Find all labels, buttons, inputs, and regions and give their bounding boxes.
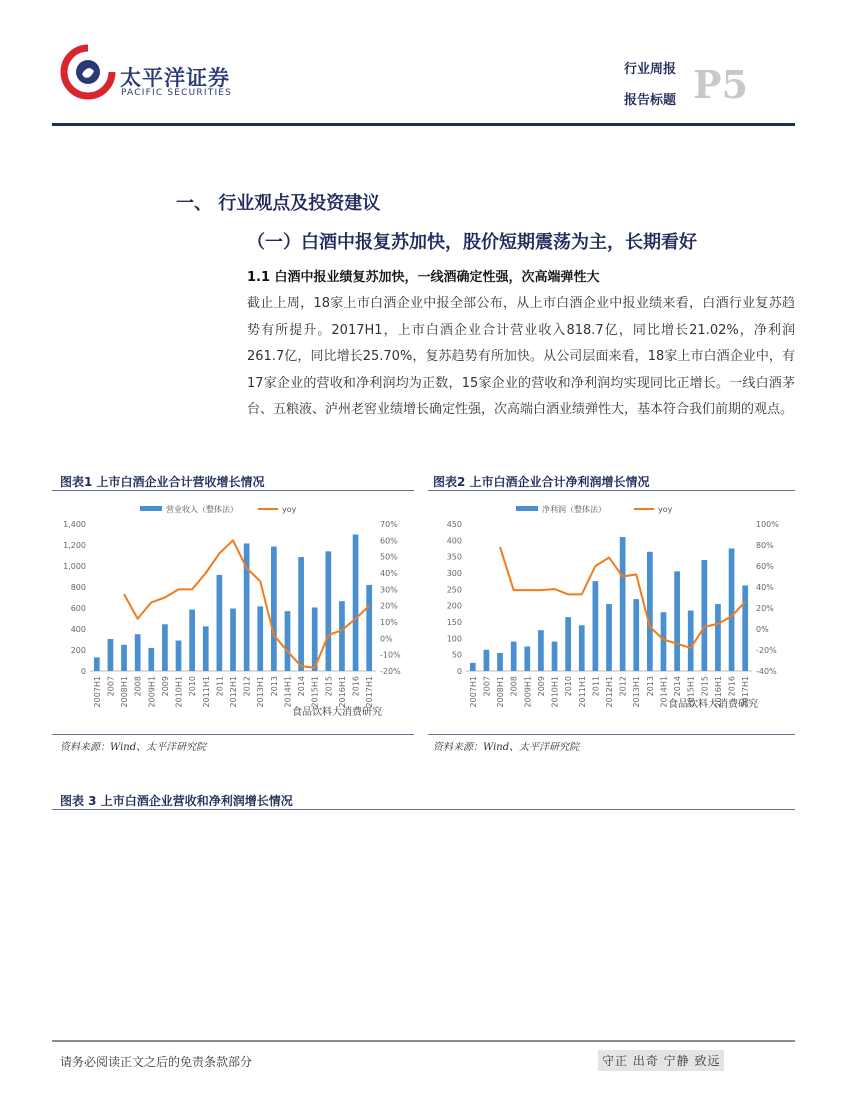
bar	[524, 647, 530, 672]
section-heading-1: 一、 行业观点及投资建议	[176, 193, 381, 214]
bar	[325, 551, 331, 671]
footer-motto: 守正 出奇 宁静 致远	[598, 1050, 724, 1071]
bar	[579, 625, 585, 671]
figure1-caption-rule	[52, 490, 414, 491]
bar	[674, 571, 680, 671]
x-axis-tick: 2015H1	[310, 676, 320, 708]
footer-rule	[52, 1040, 795, 1042]
x-axis-tick: 2017H1	[741, 676, 751, 708]
bar	[620, 537, 626, 671]
x-axis-tick: 2010	[564, 676, 574, 697]
x-axis-tick: 2011H1	[577, 676, 587, 708]
bar	[470, 663, 476, 671]
left-axis-tick: 350	[446, 552, 462, 562]
right-axis-tick: 40%	[380, 569, 398, 578]
left-axis-tick: 200	[446, 601, 462, 611]
x-axis-tick: 2017H1	[365, 676, 375, 708]
left-axis-tick: 300	[446, 569, 462, 578]
bar	[661, 612, 667, 671]
bar	[176, 641, 182, 671]
section-heading-2: （一）白酒中报复苏加快，股价短期震荡为主，长期看好	[247, 232, 697, 253]
x-axis-tick: 2016H1	[337, 676, 347, 708]
legend-bar-swatch	[140, 506, 162, 511]
x-axis-tick: 2008H1	[496, 676, 506, 708]
report-type: 行业周报	[624, 62, 677, 77]
bar	[148, 648, 154, 671]
right-axis-tick: -10%	[380, 650, 401, 660]
x-axis-tick: 2012	[618, 676, 628, 697]
x-axis-tick: 2012	[242, 676, 252, 697]
x-axis-tick: 2013H1	[256, 676, 266, 708]
bar	[497, 653, 503, 671]
bar	[511, 642, 517, 671]
x-axis-tick: 2016	[351, 676, 361, 697]
x-axis-tick: 2014	[673, 676, 683, 697]
right-axis-tick: 60%	[756, 562, 774, 571]
x-axis-tick: 2008	[509, 676, 519, 697]
right-axis-tick: 20%	[380, 601, 398, 611]
legend-line-label: yoy	[282, 505, 297, 514]
left-axis-tick: 50	[451, 650, 462, 660]
x-axis-tick: 2007	[482, 676, 492, 697]
left-axis-tick: 400	[70, 625, 86, 634]
x-axis-tick: 2013	[645, 676, 655, 697]
bar	[339, 601, 345, 671]
report-title: 报告标题	[624, 93, 677, 108]
x-axis-tick: 2007	[106, 676, 116, 697]
header-rule	[52, 123, 795, 126]
bar	[688, 611, 694, 671]
right-axis-tick: -40%	[756, 667, 777, 676]
figure2-watermark: 食品饮料大消费研究	[668, 699, 758, 710]
bar	[257, 606, 263, 671]
x-axis-tick: 2012H1	[229, 676, 238, 708]
bar	[189, 610, 195, 671]
x-axis-tick: 2010H1	[174, 676, 184, 708]
bar	[217, 575, 223, 671]
left-axis-tick: 0	[80, 667, 86, 676]
bar	[108, 639, 114, 671]
right-axis-tick: 80%	[756, 541, 774, 550]
figure2-bottom-rule	[428, 734, 795, 735]
figure2-caption-rule	[428, 490, 795, 491]
net-profit-growth-chart	[428, 494, 790, 719]
x-axis-tick: 2014H1	[659, 676, 669, 708]
figure2-caption: 图表2 上市白酒企业合计净利润增长情况	[433, 475, 650, 489]
x-axis-tick: 2007H1	[92, 676, 102, 708]
bar	[565, 617, 571, 671]
x-axis-tick: 2015	[324, 676, 334, 697]
x-axis-tick: 2015H1	[686, 676, 696, 708]
figure3-caption-rule	[52, 809, 795, 810]
bar	[162, 624, 168, 671]
left-axis-tick: 1,400	[63, 520, 86, 529]
bar	[729, 549, 735, 672]
x-axis-tick: 2007H1	[468, 676, 478, 708]
x-axis-tick: 2013	[269, 676, 279, 697]
legend-bar-label: 净利润（整体法）	[542, 505, 606, 514]
bar	[121, 645, 127, 671]
bar	[203, 626, 209, 671]
bar	[633, 599, 639, 671]
x-axis-tick: 2013H1	[632, 676, 642, 708]
bar	[701, 560, 707, 671]
right-axis-tick: 60%	[380, 536, 398, 546]
brand-name-en: PACIFIC SECURITIES	[121, 88, 233, 98]
x-axis-tick: 2010	[188, 676, 198, 697]
right-axis-tick: 50%	[380, 552, 398, 562]
right-axis-tick: 0%	[380, 634, 393, 644]
x-axis-tick: 2011H1	[201, 676, 211, 708]
bar	[606, 604, 612, 671]
footer-disclaimer: 请务必阅读正文之后的免责条款部分	[60, 1055, 253, 1069]
x-axis-tick: 2011	[215, 676, 225, 697]
x-axis-tick: 2010H1	[550, 676, 560, 708]
x-axis-tick: 2008	[133, 676, 143, 697]
right-axis-tick: 40%	[756, 583, 774, 592]
figure3-caption: 图表 3 上市白酒企业营收和净利润增长情况	[60, 794, 293, 808]
right-axis-tick: 70%	[380, 520, 398, 529]
revenue-growth-chart	[52, 494, 414, 719]
x-axis-tick: 2009	[160, 676, 170, 697]
bar	[366, 585, 372, 671]
bar	[94, 657, 100, 671]
bar	[552, 642, 558, 671]
legend-bar-label: 营业收入（整体法）	[166, 505, 238, 514]
legend-bar-swatch	[516, 506, 538, 511]
bar	[271, 547, 277, 671]
figure1-source: 资料来源：Wind、太平洋研究院	[60, 742, 207, 753]
bar	[285, 611, 291, 671]
x-axis-tick: 2009H1	[147, 676, 157, 708]
x-axis-tick: 2012H1	[605, 676, 614, 708]
figure1-caption: 图表1 上市白酒企业合计营收增长情况	[60, 475, 265, 489]
x-axis-tick: 2016H1	[713, 676, 723, 708]
bar	[484, 650, 490, 671]
left-axis-tick: 100	[446, 634, 462, 644]
legend-line-label: yoy	[658, 505, 673, 514]
bar	[353, 535, 359, 672]
left-axis-tick: 800	[70, 583, 86, 592]
bar	[715, 604, 721, 671]
right-axis-tick: -20%	[756, 646, 777, 655]
right-axis-tick: 0%	[756, 625, 769, 634]
x-axis-tick: 2009H1	[523, 676, 533, 708]
left-axis-tick: 1,200	[63, 541, 86, 550]
bar	[230, 609, 236, 671]
x-axis-tick: 2008H1	[120, 676, 130, 708]
bar	[742, 585, 748, 671]
left-axis-tick: 200	[70, 646, 86, 655]
right-axis-tick: 20%	[756, 604, 774, 613]
left-axis-tick: 150	[446, 618, 462, 627]
figure2-source: 资料来源：Wind、太平洋研究院	[433, 742, 580, 753]
bar	[647, 552, 653, 671]
right-axis-tick: 10%	[380, 618, 398, 627]
x-axis-tick: 2016	[727, 676, 737, 697]
x-axis-tick: 2014H1	[283, 676, 293, 708]
left-axis-tick: 1,000	[63, 562, 86, 571]
left-axis-tick: 250	[446, 585, 462, 595]
left-axis-tick: 450	[446, 520, 462, 529]
page-code: P5	[693, 62, 749, 107]
right-axis-tick: 30%	[380, 585, 398, 595]
bar	[135, 634, 141, 671]
brand-name-cn: 太平洋证券	[120, 66, 230, 90]
x-axis-tick: 2014	[297, 676, 307, 697]
section-heading-3: 1.1 白酒中报业绩复苏加快，一线酒确定性强，次高端弹性大	[247, 270, 600, 285]
left-axis-tick: 600	[70, 604, 86, 613]
figure1-watermark: 食品饮料大消费研究	[292, 707, 382, 718]
pacific-securities-logo	[60, 44, 116, 100]
left-axis-tick: 0	[456, 667, 462, 676]
figure1-bottom-rule	[52, 734, 414, 735]
x-axis-tick: 2011	[591, 676, 601, 697]
x-axis-tick: 2009	[536, 676, 546, 697]
body-paragraph: 截止上周，18家上市白酒企业中报全部公布，从上市白酒企业中报业绩来看，白酒行业复苏趋势有所提升。2017H1，上市白酒企业合计营业收入818.7亿，同比增长21.02%，净利润261.7亿，同比增长25.70%，复苏趋势有所加快。从公司层面来看，18家上市白酒企业中，有17家企业的营收和净利润均为正数，15家企业的营收和净利润均实现同比正增长。一线白酒茅台、五粮液、泸州老窖业绩增长确定性强，次高端白酒业绩弹性大，基本符合我们前期的观点。	[247, 296, 795, 417]
x-axis-tick: 2015	[700, 676, 710, 697]
bar	[593, 581, 599, 671]
right-axis-tick: -20%	[380, 667, 401, 676]
left-axis-tick: 400	[446, 536, 462, 546]
right-axis-tick: 100%	[756, 520, 779, 529]
bar	[298, 557, 304, 671]
bar	[538, 630, 544, 671]
